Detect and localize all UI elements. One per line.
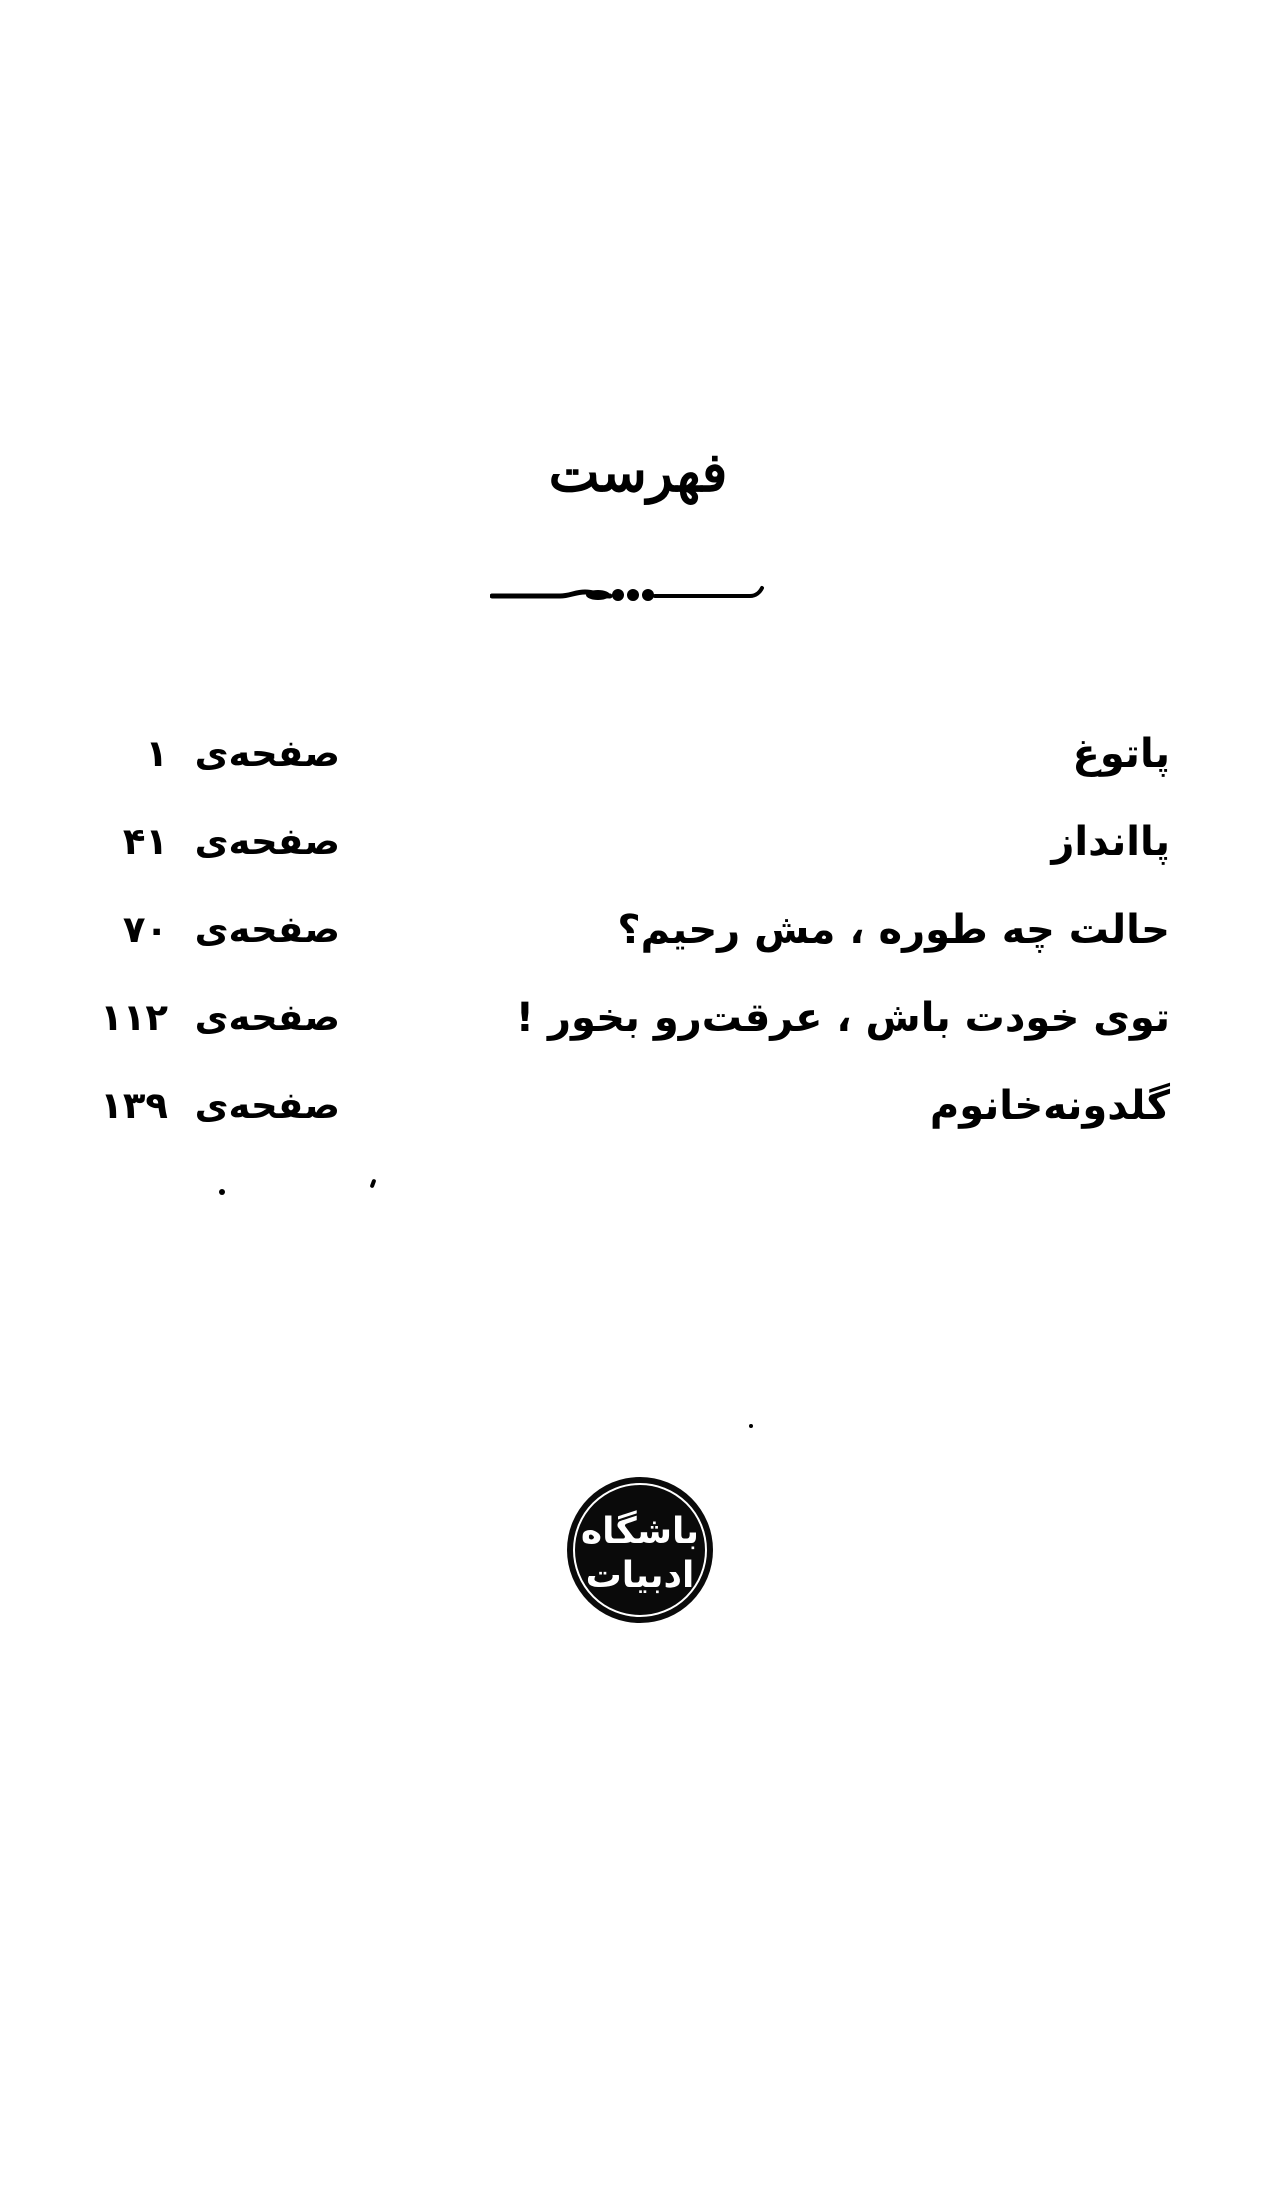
toc-page-number: ۱۳۹	[100, 1084, 168, 1127]
seal-text-line2: ادبیات	[585, 1555, 695, 1596]
toc-entry-title: پاتوغ	[1072, 731, 1170, 777]
toc-row	[0, 724, 1276, 784]
toc-entry-title: حالت چه طوره ، مش رحیم؟	[617, 907, 1170, 953]
toc-page-number: ۷۰	[122, 908, 168, 951]
toc-page-number: ۴۱	[122, 820, 168, 863]
toc-page-label: صفحه‌ی	[194, 908, 340, 951]
toc-row	[0, 988, 1276, 1048]
club-seal-logo	[565, 1475, 715, 1625]
toc-row	[0, 1076, 1276, 1136]
toc-entry-title: توی خودت باش ، عرقت‌رو بخور !	[515, 995, 1170, 1041]
toc-page-label: صفحه‌ی	[194, 732, 340, 775]
scan-speck	[219, 1189, 225, 1195]
toc-row	[0, 812, 1276, 872]
toc-entry-title: پاانداز	[1051, 819, 1170, 865]
page-title: فهرست	[548, 440, 728, 504]
toc-page-number: ۱۱۲	[100, 996, 168, 1039]
toc-row	[0, 900, 1276, 960]
scan-speck	[749, 1424, 753, 1428]
seal-text-line1: باشگاه	[580, 1511, 700, 1552]
toc-page-label: صفحه‌ی	[194, 996, 340, 1039]
toc-entry-title: گلدونه‌خانوم	[929, 1083, 1170, 1129]
toc-page-label: صفحه‌ی	[194, 1084, 340, 1127]
toc-page-label: صفحه‌ی	[194, 820, 340, 863]
toc-page-number: ۱	[145, 732, 168, 775]
